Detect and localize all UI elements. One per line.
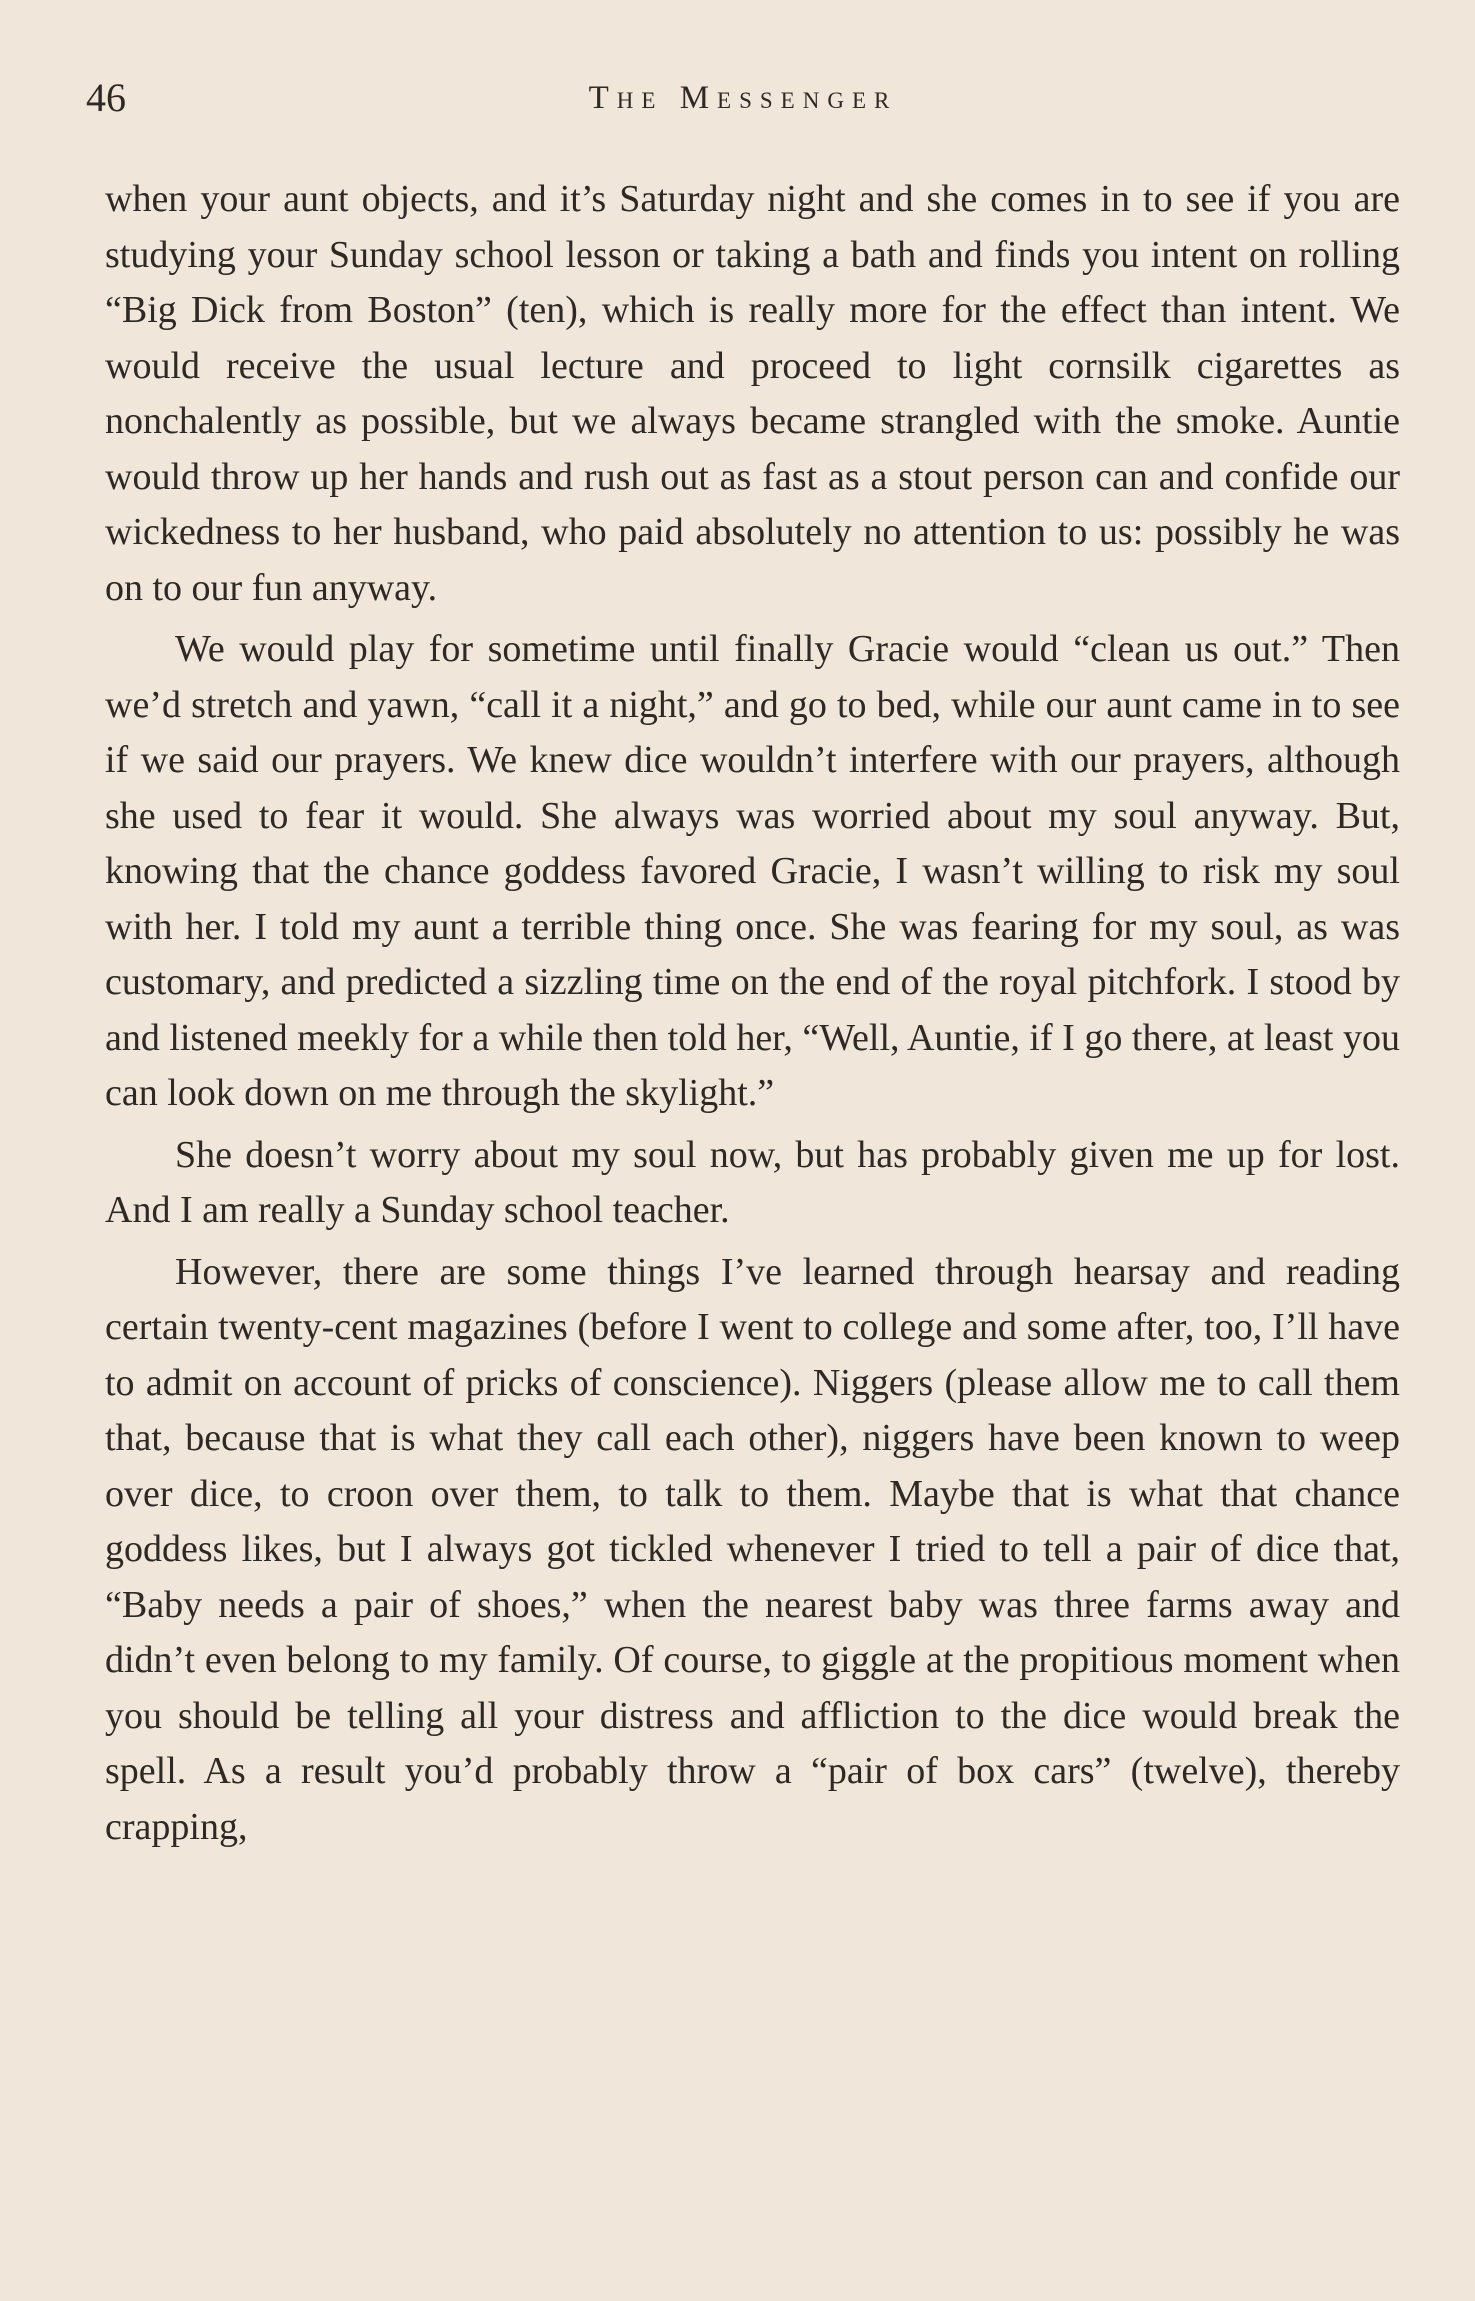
- paragraph-hearsay: However, there are some things I’ve learned through hearsay and reading certain twenty-cent magazines (before I went to college and some after, too, I’ll have to admit on account of pricks of conscience). Niggers (please allow me to call them that, because that is what they call each other), niggers have been known to weep over dice, to croon over them, to talk to them. Maybe that is what that chance goddess likes, but I always got tickled whenever I tried to tell a pair of dice that, “Baby needs a pair of shoes,” when the nearest baby was three farms away and didn’t even belong to my family. Of course, to giggle at the propitious moment when you should be telling all your distress and affliction to the dice would break the spell. As a result you’d probably throw a “pair of box cars” (twelve), thereby crapping,: [105, 1250, 1400, 1848]
- paragraph-dice-game: We would play for sometime until finally Gracie would “clean us out.” Then we’d stretch and yawn, “call it a night,” and go to bed, while our aunt came in to see if we said our prayers. We knew dice wouldn’t interfere with our prayers, although she used to fear it would. She always was worried about my soul anyway. But, knowing that the chance goddess favored Gracie, I wasn’t willing to risk my soul with her. I told my aunt a terrible thing once. She was fearing for my soul, as was customary, and predicted a sizzling time on the end of the royal pitchfork. I stood by and listened meekly for a while then told her, “Well, Auntie, if I go there, at least you can look down on me through the skylight.”: [105, 628, 1400, 1114]
- running-title: The Messenger: [588, 80, 898, 116]
- body-text: [105, 172, 1400, 1855]
- paragraph-sunday-school: She doesn’t worry about my soul now, but has probably given me up for lost. And I am really a Sunday school teacher.: [105, 1133, 1400, 1231]
- page-number: 46: [86, 75, 126, 120]
- paragraph-continuation: when your aunt objects, and it’s Saturday night and she comes in to see if you are studying your Sunday school lesson or taking a bath and finds you intent on rolling “Big Dick from Boston” (ten), which is really more for the effect than intent. We would receive the usual lecture and proceed to light cornsilk cigarettes as nonchalently as possible, but we always became strangled with the smoke. Auntie would throw up her hands and rush out as fast as a stout person can and confide our wickedness to her husband, who paid absolutely no attention to us: possibly he was on to our fun anyway.: [105, 178, 1400, 609]
- page-header: [86, 68, 1400, 128]
